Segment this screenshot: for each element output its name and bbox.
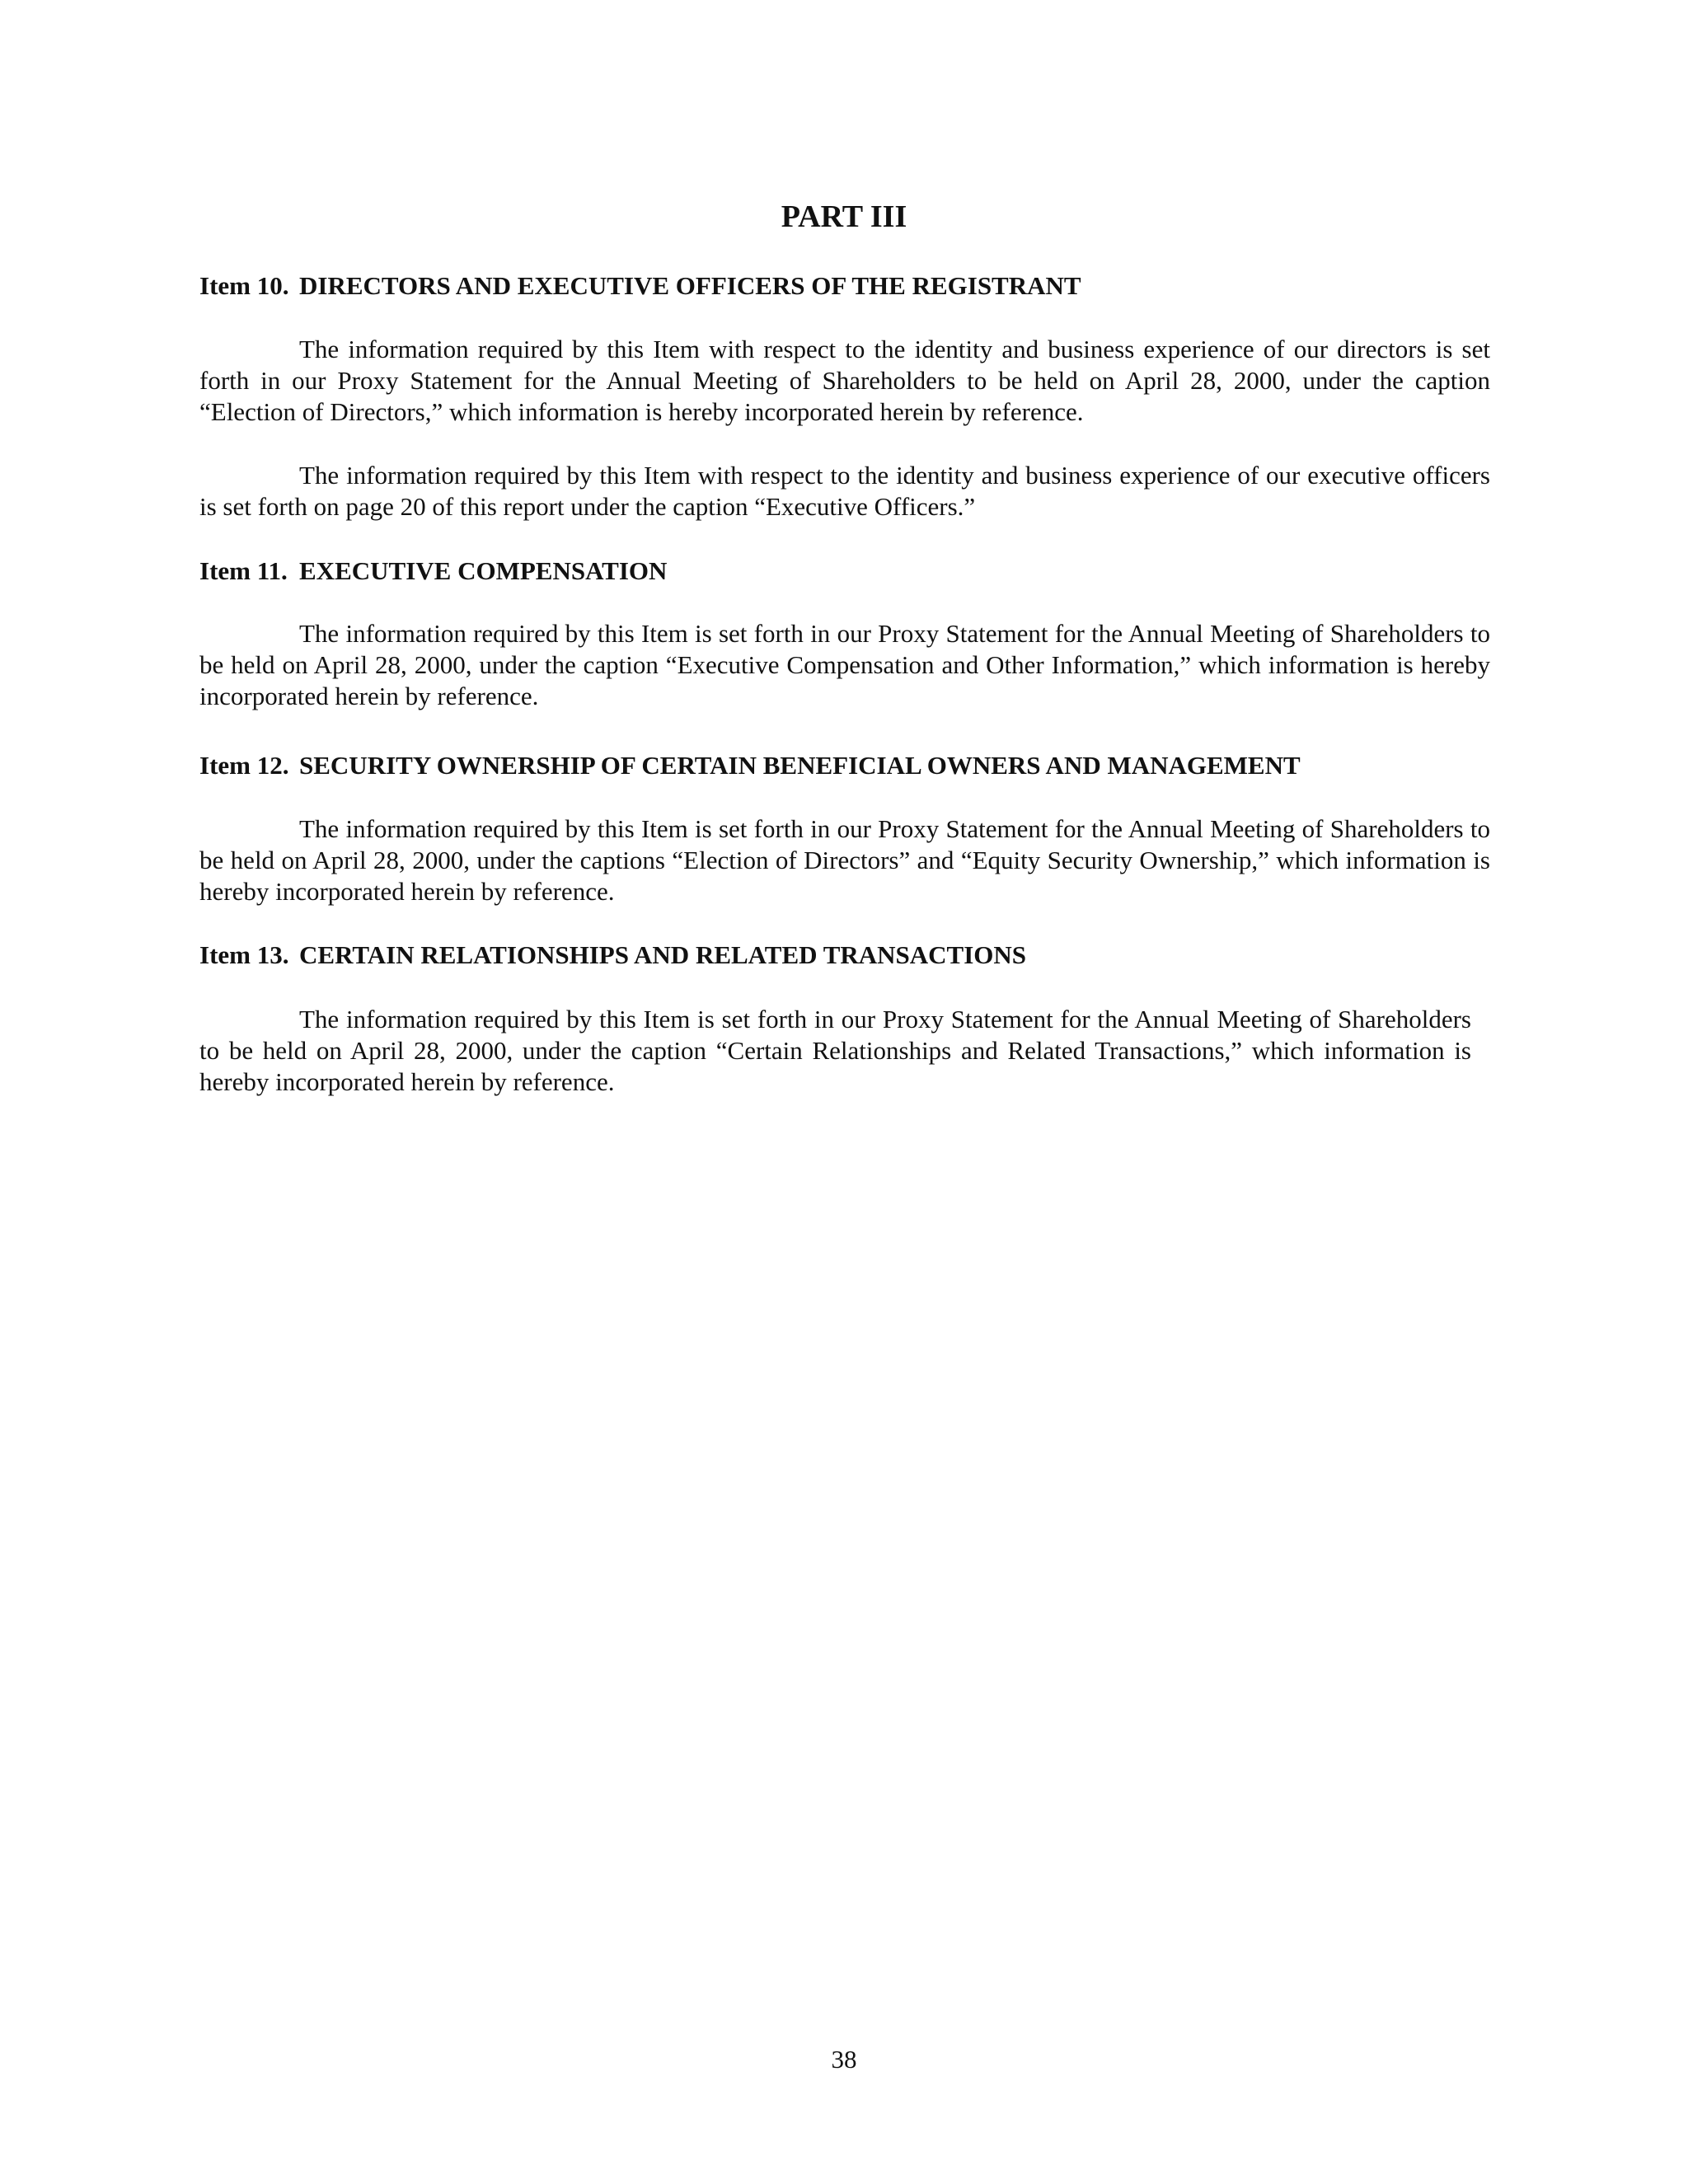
item-10-paragraph-1: The information required by this Item with respect to the identity and business experience of our directors is set forth in our Proxy Statement for the Annual Meeting of Shareholders to be held on April 28, 2000, under the caption “Election of Directors,” which information is hereby incorporated herein by reference. [199,335,1490,426]
item-11-title: EXECUTIVE COMPENSATION [299,556,668,585]
item-10-title: DIRECTORS AND EXECUTIVE OFFICERS OF THE REGISTRANT [299,271,1081,300]
item-10-heading [199,270,1081,302]
item-13-title: CERTAIN RELATIONSHIPS AND RELATED TRANSACTIONS [299,940,1027,969]
item-10-number: Item 10. [199,271,289,300]
item-13-number: Item 13. [199,940,289,969]
item-10-paragraph-2: The information required by this Item with respect to the identity and business experience of our executive officers is set forth on page 20 of this report under the caption “Executive Officers.” [199,461,1490,521]
item-12-title: SECURITY OWNERSHIP OF CERTAIN BENEFICIAL OWNERS AND MANAGEMENT [299,751,1301,780]
item-13-paragraph-1: The information required by this Item is set forth in our Proxy Statement for the Annual Meeting of Shareholders to be held on April 28, 2000, under the caption “Certain Relationships and Related Transactions,” which information is hereby incorporated herein by reference. [199,1005,1471,1096]
item-13-heading [199,940,1026,971]
page-number: 38 [831,2045,857,2074]
item-11-heading [199,555,667,587]
item-11-paragraph-1: The information required by this Item is set forth in our Proxy Statement for the Annual Meeting of Shareholders to be held on April 28, 2000, under the caption “Executive Compensation and Other Information,” which information is hereby incorporated herein by reference. [199,619,1490,710]
item-12-paragraph-1: The information required by this Item is set forth in our Proxy Statement for the Annual Meeting of Shareholders to be held on April 28, 2000, under the captions “Election of Directors” and “Equity Security Ownership,” which information is hereby incorporated herein by reference. [199,814,1490,906]
item-11-number: Item 11. [199,556,288,585]
item-12-number: Item 12. [199,751,289,780]
item-12-heading [199,750,1301,781]
part-title: PART III [781,199,907,234]
